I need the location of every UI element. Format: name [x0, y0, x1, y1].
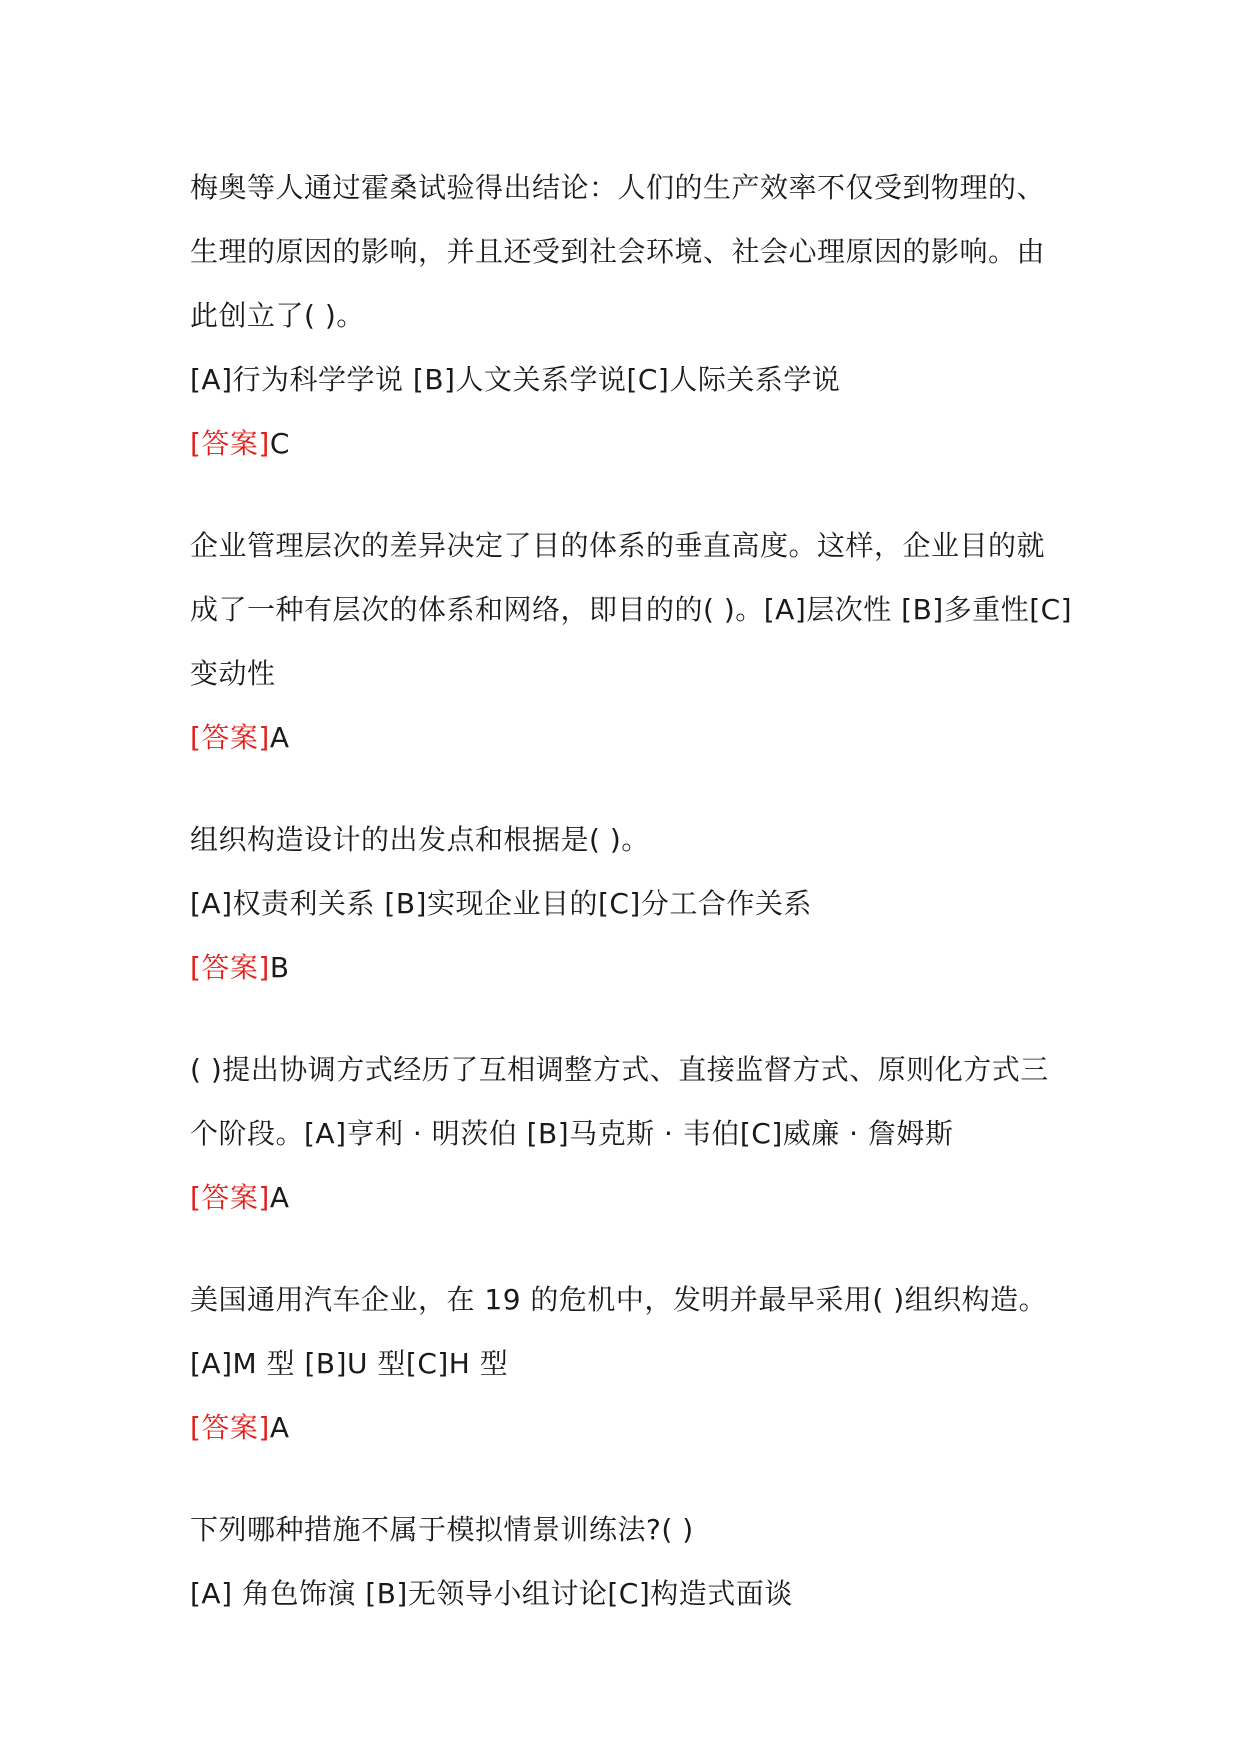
question-4-line-2: 个阶段。[A]亨利 · 明茨伯 [B]马克斯 · 韦伯[C]威廉 · 詹姆斯 [190, 1117, 954, 1150]
question-2-line-3: 变动性 [190, 657, 276, 690]
question-1-options: [A]行为科学学说 [B]人文关系学说[C]人际关系学说 [190, 363, 841, 396]
question-3-options: [A]权责利关系 [B]实现企业目的[C]分工合作关系 [190, 887, 812, 920]
question-1-answer [190, 424, 1070, 464]
question-3-answer [190, 948, 1070, 988]
question-3-line-1: 组织构造设计的出发点和根据是( )。 [190, 823, 650, 856]
answer-value: B [269, 951, 290, 984]
question-4-line-1: ( )提出协调方式经历了互相调整方式、直接监督方式、原则化方式三 [190, 1053, 1049, 1086]
answer-label: [答案] [190, 721, 270, 754]
question-2-line-1: 企业管理层次的差异决定了目的体系的垂直高度。这样，企业目的就 [190, 529, 1046, 562]
question-2-line-2: 成了一种有层次的体系和网络，即目的的( )。[A]层次性 [B]多重性[C] [190, 593, 1073, 626]
question-4-answer [190, 1178, 1070, 1218]
question-5-options: [A]M 型 [B]U 型[C]H 型 [190, 1347, 509, 1380]
question-5-line-1: 美国通用汽车企业，在 19 的危机中，发明并最早采用( )组织构造。 [190, 1283, 1048, 1316]
answer-label: [答案] [190, 427, 270, 460]
question-1-line-3: 此创立了( )。 [190, 299, 365, 332]
answer-label: [答案] [190, 1411, 270, 1444]
question-6-line-1: 下列哪种措施不属于模拟情景训练法?( ) [190, 1513, 694, 1546]
question-1-line-2: 生理的原因的影响，并且还受到社会环境、社会心理原因的影响。由 [190, 235, 1046, 268]
answer-label: [答案] [190, 951, 270, 984]
answer-value: A [269, 1411, 290, 1444]
answer-value: A [269, 721, 290, 754]
answer-value: A [269, 1181, 290, 1214]
answer-value: C [269, 427, 290, 460]
question-2-answer [190, 718, 1070, 758]
answer-label: [答案] [190, 1181, 270, 1214]
question-6-options: [A] 角色饰演 [B]无领导小组讨论[C]构造式面谈 [190, 1577, 793, 1610]
question-1-line-1: 梅奥等人通过霍桑试验得出结论：人们的生产效率不仅受到物理的、 [190, 171, 1046, 204]
question-5-answer [190, 1408, 1070, 1448]
